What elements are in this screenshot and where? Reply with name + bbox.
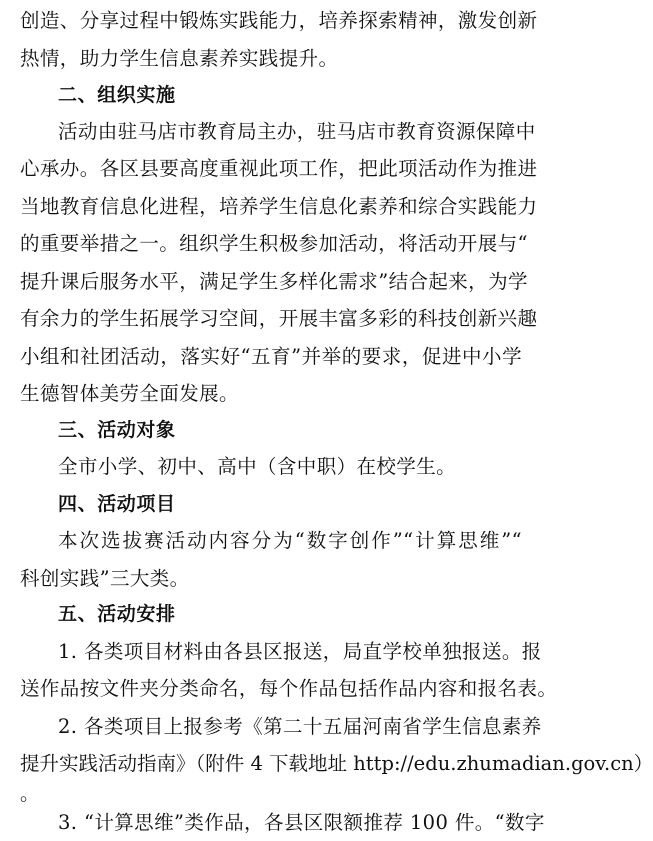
paragraph-line: 科创实践”三大类。 bbox=[20, 567, 190, 590]
paragraph-line: 全市小学、初中、高中（含中职）在校学生。 bbox=[58, 455, 457, 478]
paragraph-line: 提升实践活动指南》（附件 4 下载地址 http://edu.zhumadian.gov.cn） bbox=[20, 752, 653, 775]
paragraph-line: 送作品按文件夹分类命名，每个作品包括作品内容和报名表。 bbox=[20, 677, 558, 700]
paragraph-line: 的重要举措之一。组织学生积极参加活动，将活动开展与“ bbox=[20, 232, 528, 255]
paragraph-line: 提升课后服务水平，满足学生多样化需求”结合起来，为学 bbox=[20, 270, 528, 293]
paragraph-line: 3. “计算思维”类作品，各县区限额推荐 100 件。“数字 bbox=[58, 811, 545, 834]
section-heading-arrangements: 五、活动安排 bbox=[58, 603, 176, 625]
section-heading-participants: 三、活动对象 bbox=[58, 419, 176, 441]
paragraph-line: 生德智体美劳全面发展。 bbox=[20, 382, 239, 405]
paragraph-line: 当地教育信息化进程，培养学生信息化素养和综合实践能力 bbox=[20, 195, 538, 218]
paragraph-line: 本次选拔赛活动内容分为“数字创作”“计算思维”“ bbox=[58, 529, 522, 552]
paragraph-line: 1. 各类项目材料由各县区报送，局直学校单独报送。报 bbox=[58, 640, 542, 663]
paragraph-line: 有余力的学生拓展学习空间，开展丰富多彩的科技创新兴趣 bbox=[20, 307, 538, 330]
paragraph-line: 热情，助力学生信息素养实践提升。 bbox=[20, 47, 339, 70]
section-heading-organization: 二、组织实施 bbox=[58, 84, 176, 106]
paragraph-line: 心承办。各区县要高度重视此项工作，把此项活动作为推进 bbox=[20, 157, 538, 180]
paragraph-line: 小组和社团活动，落实好“五育”并举的要求，促进中小学 bbox=[20, 345, 522, 368]
paragraph-line: 创造、分享过程中锻炼实践能力，培养探索精神，激发创新 bbox=[20, 9, 538, 32]
paragraph-line: 2. 各类项目上报参考《第二十五届河南省学生信息素养 bbox=[58, 715, 542, 738]
section-heading-projects: 四、活动项目 bbox=[58, 493, 176, 515]
paragraph-line: 。 bbox=[20, 782, 40, 805]
paragraph-line: 活动由驻马店市教育局主办，驻马店市教育资源保障中 bbox=[58, 120, 536, 143]
